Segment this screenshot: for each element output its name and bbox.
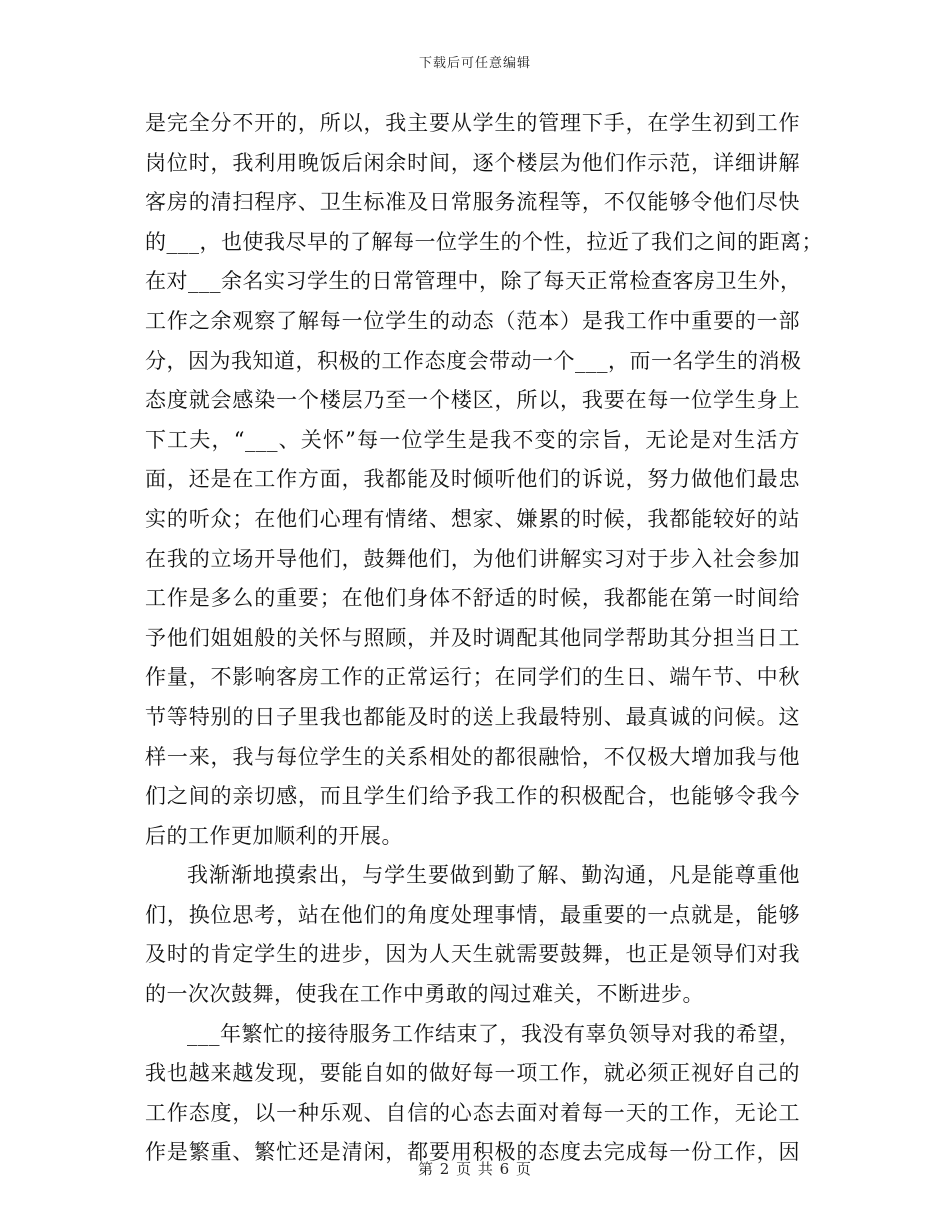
- text-line-22: 及时的肯定学生的进步，因为人天生就需要鼓舞，也正是领导们对我: [145, 942, 800, 967]
- text-line-23: 的一次次鼓舞，使我在工作中勇敢的闯过难关，不断进步。: [145, 982, 704, 1007]
- text-line-7: 分，因为我知道，积极的工作态度会带动一个___，而一名学生的消极: [145, 348, 802, 373]
- text-line-2: 岗位时，我利用晚饭后闲余时间，逐个楼层为他们作示范，详细讲解: [145, 150, 800, 175]
- text-line-12: 在我的立场开导他们，鼓舞他们，为他们讲解实习对于步入社会参加: [145, 546, 800, 571]
- text-line-27: 作是繁重、繁忙还是清闲，都要用积极的态度去完成每一份工作，因: [145, 1140, 800, 1165]
- text-line-15: 作量，不影响客房工作的正常运行；在同学们的生日、端午节、中秋: [145, 665, 800, 690]
- text-line-24: ___年繁忙的接待服务工作结束了，我没有辜负领导对我的希望，: [187, 1021, 801, 1046]
- text-line-18: 们之间的亲切感，而且学生们给予我工作的积极配合，也能够令我今: [145, 784, 800, 809]
- text-line-17: 样一来，我与每位学生的关系相处的都很融恰，不仅极大增加我与他: [145, 744, 800, 769]
- text-line-10: 面，还是在工作方面，我都能及时倾听他们的诉说，努力做他们最忠: [145, 467, 800, 492]
- text-line-1: 是完全分不开的，所以，我主要从学生的管理下手，在学生初到工作: [145, 111, 800, 135]
- text-line-4: 的___，也使我尽早的了解每一位学生的个性，拉近了我们之间的距离；: [145, 229, 823, 254]
- text-line-8: 态度就会感染一个楼层乃至一个楼区，所以，我要在每一位学生身上: [145, 388, 800, 413]
- text-line-13: 工作是多么的重要；在他们身体不舒适的时候，我都能在第一时间给: [145, 586, 800, 611]
- text-line-11: 实的听众；在他们心理有情绪、想家、嫌累的时候，我都能较好的站: [145, 506, 800, 531]
- page-number: 第 2 页 共 6 页: [418, 1160, 532, 1178]
- text-line-5: 在对___余名实习学生的日常管理中，除了每天正常检查客房卫生外，: [145, 269, 802, 294]
- text-line-9: 下工夫，“___、关怀”每一位学生是我不变的宗旨，无论是对生活方: [145, 427, 800, 452]
- text-line-25: 我也越来越发现，要能自如的做好每一项工作，就必须正视好自己的: [145, 1061, 800, 1086]
- text-line-16: 节等特别的日子里我也都能及时的送上我最特别、最真诚的问候。这: [145, 704, 800, 729]
- text-line-20: 我渐渐地摸索出，与学生要做到勤了解、勤沟通，凡是能尊重他: [187, 863, 800, 888]
- text-line-21: 们，换位思考，站在他们的角度处理事情，最重要的一点就是，能够: [145, 902, 800, 927]
- text-line-6: 工作之余观察了解每一位学生的动态（范本）是我工作中重要的一部: [145, 308, 800, 333]
- text-line-19: 后的工作更加顺利的开展。: [145, 823, 403, 848]
- document-body: [145, 104, 823, 1173]
- text-line-14: 予他们姐姐般的关怀与照顾，并及时调配其他同学帮助其分担当日工: [145, 625, 800, 650]
- text-line-3: 客房的清扫程序、卫生标准及日常服务流程等，不仅能够令他们尽快: [145, 190, 800, 215]
- text-line-26: 工作态度，以一种乐观、自信的心态去面对着每一天的工作，无论工: [145, 1100, 800, 1125]
- page-header-note: 下载后可任意编辑: [418, 56, 531, 71]
